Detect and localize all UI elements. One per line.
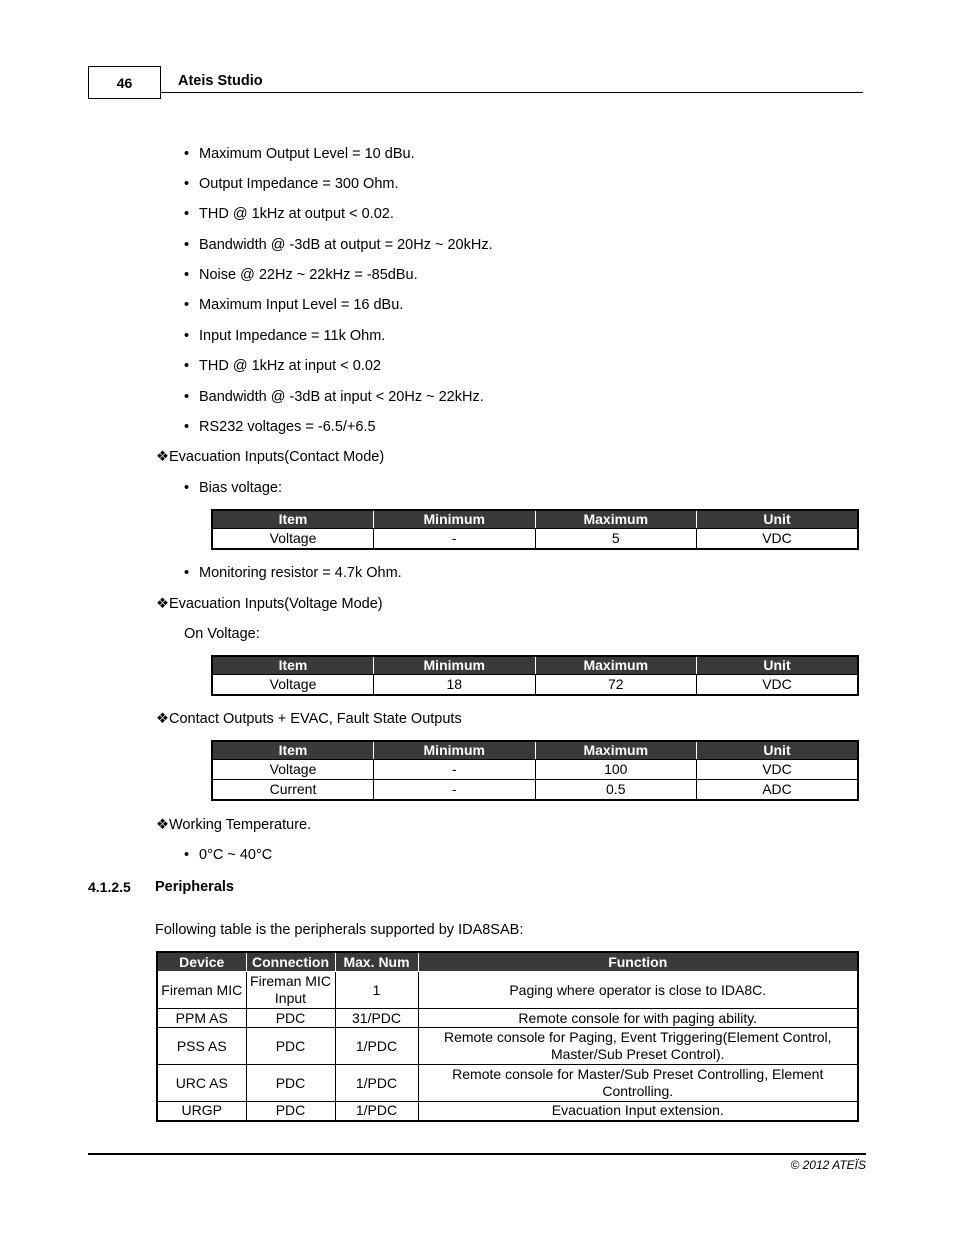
table-row: Voltage - 100 VDC <box>212 760 858 780</box>
table-row: URGP PDC 1/PDC Evacuation Input extension. <box>157 1102 858 1121</box>
table-header: Minimum <box>374 656 536 675</box>
diamond-bullet-icon: ❖ <box>156 817 169 833</box>
table-header: Unit <box>697 510 859 529</box>
table-row: PPM AS PDC 31/PDC Remote console for with paging ability. <box>157 1009 858 1028</box>
section-title: Peripherals <box>155 879 234 895</box>
footer-divider <box>88 1153 866 1155</box>
table-header: Unit <box>697 741 859 760</box>
table-header: Device <box>157 952 246 972</box>
list-item: • Output Impedance = 300 Ohm. <box>184 176 399 192</box>
table-header: Max. Num <box>335 952 418 972</box>
diamond-bullet-icon: ❖ <box>156 596 169 612</box>
table-header: Maximum <box>535 741 697 760</box>
list-item: • THD @ 1kHz at input < 0.02 <box>184 358 381 374</box>
document-title: Ateis Studio <box>178 73 263 89</box>
table-header: Item <box>212 510 374 529</box>
list-item: • Noise @ 22Hz ~ 22kHz = -85dBu. <box>184 267 418 283</box>
page-number: 46 <box>88 66 161 99</box>
table-header: Maximum <box>535 510 697 529</box>
table-row: Current - 0.5 ADC <box>212 780 858 801</box>
contact-outputs-table <box>211 740 859 801</box>
peripherals-table <box>156 951 859 1122</box>
on-voltage-table <box>211 655 859 696</box>
bias-voltage-table <box>211 509 859 550</box>
list-item: • Maximum Output Level = 10 dBu. <box>184 146 415 162</box>
table-header: Maximum <box>535 656 697 675</box>
list-item: • Maximum Input Level = 16 dBu. <box>184 297 404 313</box>
list-item: • Bias voltage: <box>184 480 283 496</box>
list-item: • 0°C ~ 40°C <box>184 847 273 863</box>
table-row: Fireman MIC Fireman MIC Input 1 Paging where operator is close to IDA8C. <box>157 972 858 1009</box>
paragraph: Following table is the peripherals supported by IDA8SAB: <box>155 922 524 938</box>
list-item: • RS232 voltages = -6.5/+6.5 <box>184 419 376 435</box>
copyright: © 2012 ATEÏS <box>790 1158 866 1172</box>
subsection-heading: ❖Evacuation Inputs(Voltage Mode) <box>156 596 383 612</box>
section-number: 4.1.2.5 <box>88 879 131 895</box>
subsection-heading: ❖Evacuation Inputs(Contact Mode) <box>156 449 385 465</box>
table-row: URC AS PDC 1/PDC Remote console for Master/Sub Preset Controlling, Element Controlling. <box>157 1065 858 1102</box>
diamond-bullet-icon: ❖ <box>156 449 169 465</box>
list-item: • Bandwidth @ -3dB at output = 20Hz ~ 20kHz. <box>184 237 493 253</box>
subsection-heading: ❖Contact Outputs + EVAC, Fault State Outputs <box>156 711 462 727</box>
table-header: Minimum <box>374 510 536 529</box>
table-header: Item <box>212 741 374 760</box>
table-header: Minimum <box>374 741 536 760</box>
table-header: Connection <box>246 952 335 972</box>
table-row: Voltage - 5 VDC <box>212 529 858 550</box>
list-item: • Input Impedance = 11k Ohm. <box>184 328 386 344</box>
table-row: Voltage 18 72 VDC <box>212 675 858 696</box>
diamond-bullet-icon: ❖ <box>156 711 169 727</box>
subsection-heading: ❖Working Temperature. <box>156 817 312 833</box>
table-header: Item <box>212 656 374 675</box>
list-item: • Bandwidth @ -3dB at input < 20Hz ~ 22kHz. <box>184 389 484 405</box>
table-header: Unit <box>697 656 859 675</box>
table-row: PSS AS PDC 1/PDC Remote console for Paging, Event Triggering(Element Control, Master/Sub Preset Control). <box>157 1028 858 1065</box>
paragraph: On Voltage: <box>184 626 260 642</box>
list-item: • Monitoring resistor = 4.7k Ohm. <box>184 565 402 581</box>
table-header: Function <box>418 952 858 972</box>
header-divider <box>161 92 863 93</box>
list-item: • THD @ 1kHz at output < 0.02. <box>184 206 394 222</box>
